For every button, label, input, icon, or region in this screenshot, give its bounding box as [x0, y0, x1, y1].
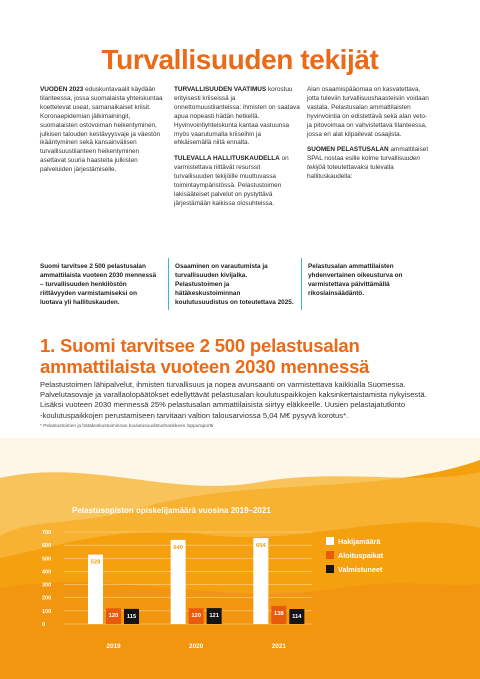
intro-paragraph — [174, 86, 300, 148]
highlight-box-2: Osaaminen on varautumista ja turvallisuuden kivijalka. Pelastustoimen ja hätäkeskustoiminnan koulutusuudistus on toteutettava 2025. — [168, 258, 294, 310]
intro-text: ammattilaiset SPAL nostaa esille kolme turvallisuu — [307, 146, 429, 163]
legend-swatch-valmistuneet — [326, 565, 334, 573]
chart-x-axis — [106, 643, 286, 650]
bar-value-label: 115 — [126, 613, 137, 620]
bar-chart — [0, 520, 480, 670]
intro-lead: SUOMEN PELASTUSALAN — [307, 146, 389, 154]
bar-value-label: 138 — [273, 610, 284, 617]
bar-hakijamaara — [253, 538, 268, 624]
intro-paragraph — [40, 86, 166, 175]
intro-lead: TURVALLISUUDEN VAATIMUS — [174, 86, 267, 93]
x-tick-label: 2019 — [106, 643, 121, 650]
section-body-line: Pelastustoimen lähipalvelut, ihmisten turvallisuus ja nopea avunsaanti on varmistettava kaikkialla Suomessa. — [40, 380, 406, 389]
intro-text: toteutettavaksi tulevalla hallituskaudella: — [307, 164, 394, 181]
bar-value-label: 114 — [292, 614, 302, 621]
y-tick-label: 400 — [42, 569, 52, 576]
bar-value-label: 120 — [108, 613, 119, 620]
y-tick-label: 300 — [42, 582, 52, 589]
legend-swatch-aloituspaikat — [326, 551, 334, 559]
section-title-line: ammattilaista vuoteen 2030 mennessä — [40, 356, 370, 377]
y-tick-label: 0 — [42, 622, 46, 628]
highlight-box-3: Pelastusalan ammattilaisten yhdenvertainen oikeusturva on varmistettava päivittämällä rikoslainsäädäntö. — [301, 258, 427, 310]
bar-value-label: 120 — [191, 613, 202, 620]
y-tick-label: 500 — [42, 556, 52, 563]
intro-column-2 — [174, 86, 300, 216]
intro-column-1 — [40, 86, 166, 182]
section-body-line: Palvelutasovaje ja varallaolopäätökset edellyttävät pelastusalan koulutuspaikkojen kaksinkertaistamista nykyisestä. — [40, 390, 427, 400]
highlight-box-1: Suomi tarvitsee 2 500 pelastusalan ammattilaista vuoteen 2030 mennessä – turvallisuuden henkilöstön riittävyyden varmistamiseksi on luotava yli hallituskauden. — [40, 263, 157, 306]
y-tick-label: 600 — [42, 543, 52, 550]
section-title-line: 1. Suomi tarvitsee 2 500 pelastusalan — [40, 335, 360, 356]
section-title — [40, 335, 369, 377]
section-body-line: -koulutuspaikkojen perustamiseen tarvitaan valtion talousarviossa 5,04 M€ pysyvä korotus*. — [40, 410, 349, 420]
x-tick-label: 2021 — [271, 643, 286, 650]
legend-label: Hakijamäärä — [338, 537, 381, 546]
intro-lead: VUODEN 2023 — [40, 86, 84, 93]
intro-paragraph — [307, 146, 433, 182]
bar-value-label: 528 — [90, 559, 101, 566]
x-tick-label: 2020 — [189, 643, 204, 650]
legend-swatch-hakijamaara — [326, 537, 334, 545]
bar-value-label: 654 — [255, 543, 266, 550]
page-title: Turvallisuuden tekijät — [101, 44, 379, 75]
y-tick-label: 100 — [42, 608, 52, 615]
intro-lead: TULEVALLA HALLITUSKAUDELLA — [174, 155, 280, 163]
bar-value-label: 640 — [173, 544, 184, 551]
intro-text: eduskuntavaalit käydään tilanteessa, jossa suomalaista yhteiskuntaa koettelevat useat, samanaikaiset kriisit. Koronaepidemian jälkimainingit, suomalaisten ostovoiman heikentyminen, julkisen talouden kestävyysvaje ja väestön ikääntyminen sekä kansainvälisen turvallisuustilanteen heikentyminen asettavat suuria haasteita julkisten palveluiden järjestämiselle. — [40, 86, 163, 174]
intro-paragraph: Alan osaamispääomaa on kasvatettava, jotta tuleviin turvallisuushaasteisiin voidaan vastata. Pelastusalan ammattilaisten hyvinvointia on edistettävä sekä alan veto- ja pitovoimaa on vahvistettava tilanteessa, jossa eri alat kilpailevat osaajista. — [307, 86, 429, 138]
chart-bars — [88, 538, 304, 624]
bar-value-label: 121 — [209, 613, 220, 620]
intro-text: korostuu erityisesti kriiseissä ja onnettomuustilanteissa: ihmisten on saatava apua nopeasti hädän hetkellä. Hyvinvointiyhteiskunta kantaa vastuunsa myös vaarutumalla kriiseihin ja ehkäisemällä niitä ennalta. — [174, 86, 300, 147]
legend-label: Valmistuneet — [338, 565, 383, 574]
bar-hakijamaara — [171, 540, 186, 624]
section-body-line: Lisäksi vuoteen 2030 mennessä 25% pelastusalan ammattilaisista siirtyy eläkkeelle. Uusien pelastajatutkinto — [40, 400, 406, 410]
y-tick-label: 200 — [42, 595, 52, 602]
intro-text: on varmistettava riittävät resurssit turvallisuuden tekijöille muuttuvassa toimintaympäristössä. Pelastustoimen lakisääteiset palvelut on pystyttävä järjestämään kaikissa olosuhteissa. — [174, 155, 289, 207]
chart-title: Pelastusopiston opiskelijamäärä vuosina 2019–2021 — [72, 506, 271, 515]
y-tick-label: 700 — [42, 530, 52, 536]
chart-y-axis — [42, 530, 51, 628]
legend-label: Aloituspaikat — [338, 551, 384, 560]
intro-column-3 — [307, 86, 433, 189]
intro-emphasis: den tekijöä — [307, 155, 420, 172]
section-body — [40, 380, 450, 421]
footnote: * Pelastustoimen ja hätäkeskustoiminnan koulutusuudistushankkeen loppuraportti — [40, 424, 214, 429]
intro-paragraph — [174, 155, 300, 208]
